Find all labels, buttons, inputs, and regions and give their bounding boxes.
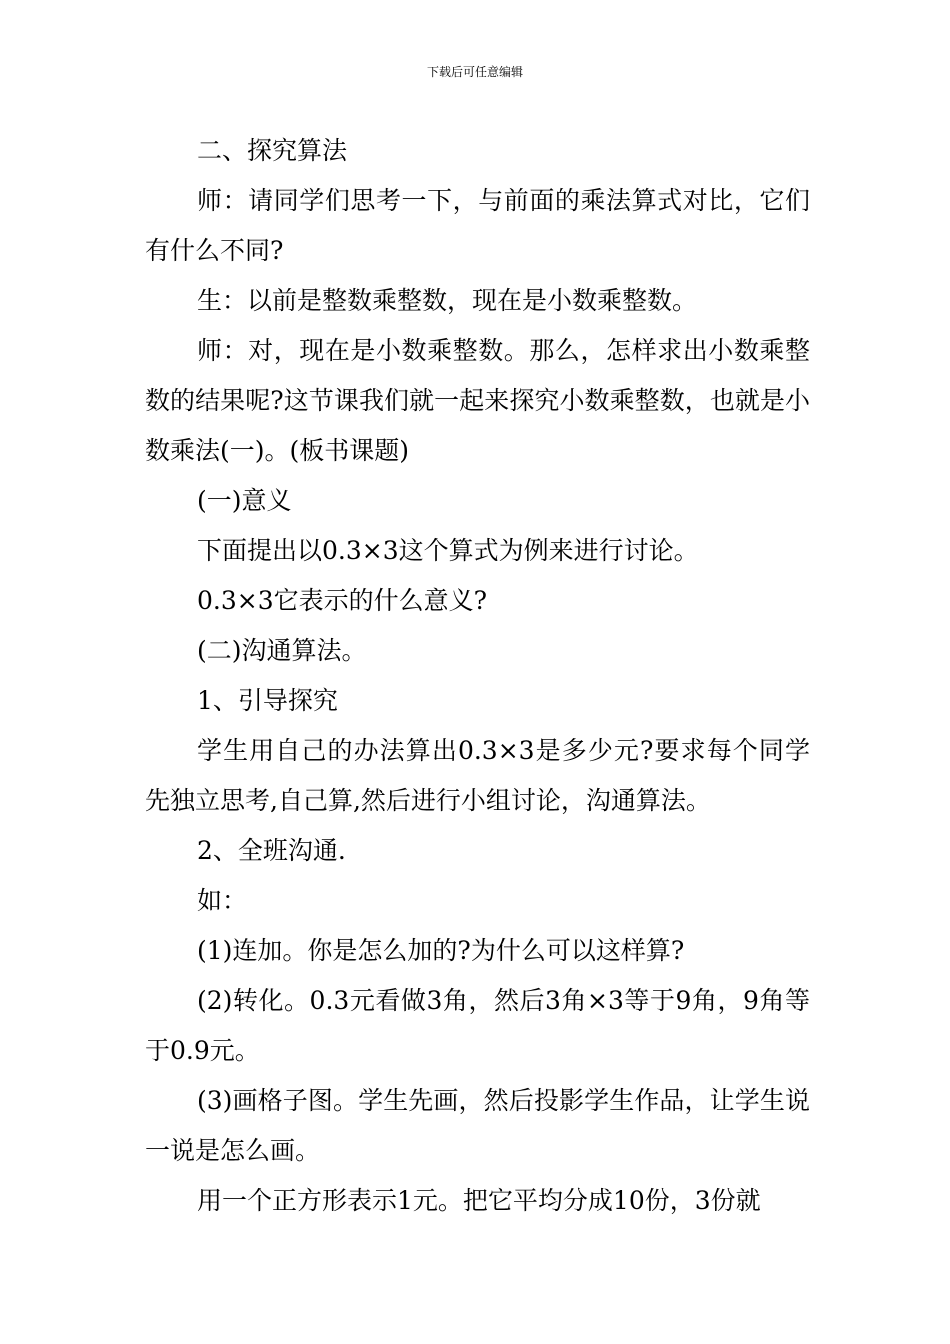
subheading: 1、引导探究	[197, 686, 338, 715]
paragraph: 用一个正方形表示1元。把它平均分成10份，3份就	[197, 1186, 761, 1215]
section-heading: 二、探究算法	[197, 136, 348, 165]
paragraph: (2)转化。0.3元看做3角，然后3角×3等于9角，9角等于0.9元。	[145, 986, 810, 1065]
paragraph: 如：	[197, 886, 248, 915]
paragraph: 师：对，现在是小数乘整数。那么，怎样求出小数乘整数的结果呢?这节课我们就一起来探究小数乘整数，也就是小数乘法(一)。(板书课题)	[145, 336, 810, 465]
paragraph: 师：请同学们思考一下，与前面的乘法算式对比，它们有什么不同?	[145, 186, 810, 265]
subheading: (二)沟通算法。	[197, 636, 367, 665]
document-body	[145, 126, 810, 1226]
paragraph: 生：以前是整数乘整数，现在是小数乘整数。	[197, 286, 698, 315]
paragraph: (3)画格子图。学生先画，然后投影学生作品，让学生说一说是怎么画。	[145, 1086, 810, 1165]
paragraph: 下面提出以0.3×3这个算式为例来进行讨论。	[197, 536, 699, 565]
page-header: 下载后可任意编辑	[426, 65, 523, 79]
paragraph: 0.3×3它表示的什么意义?	[197, 586, 488, 615]
paragraph: (1)连加。你是怎么加的?为什么可以这样算?	[197, 936, 685, 965]
subheading: 2、全班沟通.	[197, 836, 346, 865]
paragraph: 学生用自己的办法算出0.3×3是多少元?要求每个同学先独立思考,自己算,然后进行小组讨论，沟通算法。	[145, 736, 810, 815]
subheading: (一)意义	[197, 486, 292, 515]
